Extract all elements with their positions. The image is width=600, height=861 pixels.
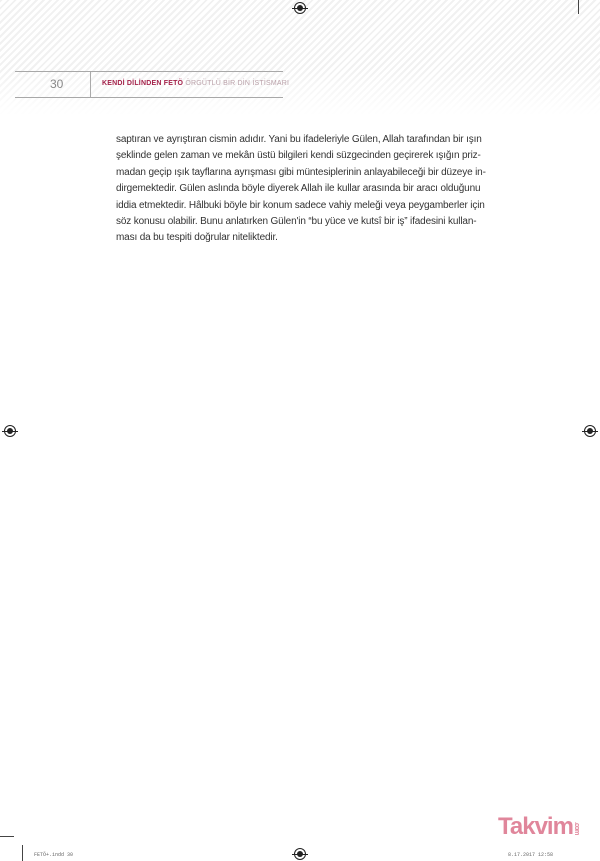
registration-mark-icon	[584, 425, 596, 437]
watermark-logo	[498, 812, 580, 842]
text-line: madan geçip ışık tayflarına ayrışması gibi müntesiplerinin anlayabileceği bir düzeye in-	[116, 166, 486, 178]
crop-mark	[0, 836, 14, 837]
crop-mark	[578, 0, 579, 14]
registration-mark-icon	[294, 2, 306, 14]
page-number: 30	[50, 77, 64, 91]
text-line: ması da bu tespiti doğrular niteliktedir.	[116, 232, 278, 244]
header-top-rule	[15, 71, 283, 72]
running-header	[102, 80, 289, 87]
watermark-suffix: .com	[572, 821, 580, 834]
text-line: söz konusu olabilir. Bunu anlatırken Gülen'in “bu yüce ve kutsî bir iş” ifadesini kullan-	[116, 216, 477, 228]
text-line: şeklinde gelen zaman ve mekân üstü bilgileri kendi süzgecinden geçirerek ışığın priz-	[116, 150, 481, 162]
registration-mark-icon	[294, 848, 306, 860]
text-line: dirgemektedir. Gülen aslında böyle diyerek Allah ile kullar arasında bir aracı olduğunu	[116, 183, 481, 195]
text-line: iddia etmektedir. Hâlbuki böyle bir konum sadece vahiy meleği veya peygamberler için	[116, 199, 485, 211]
watermark-text: Takvim	[498, 813, 573, 840]
footer-filename: FETÖ+.indd 30	[34, 852, 74, 858]
running-header-rest: ÖRGÜTLÜ BİR DİN İSTİSMARI	[183, 80, 290, 87]
crop-mark	[22, 845, 23, 861]
running-header-bold: KENDİ DİLİNDEN FETÖ	[102, 80, 184, 87]
text-line: saptıran ve ayrıştıran cismin adıdır. Yani bu ifadeleriyle Gülen, Allah tarafından bir ışın	[116, 134, 482, 145]
registration-mark-icon	[4, 425, 16, 437]
header-bottom-rule	[15, 97, 283, 98]
header-divider	[90, 72, 91, 98]
body-text	[116, 132, 516, 247]
footer-date: 8.17.2017 12:58	[508, 852, 554, 858]
